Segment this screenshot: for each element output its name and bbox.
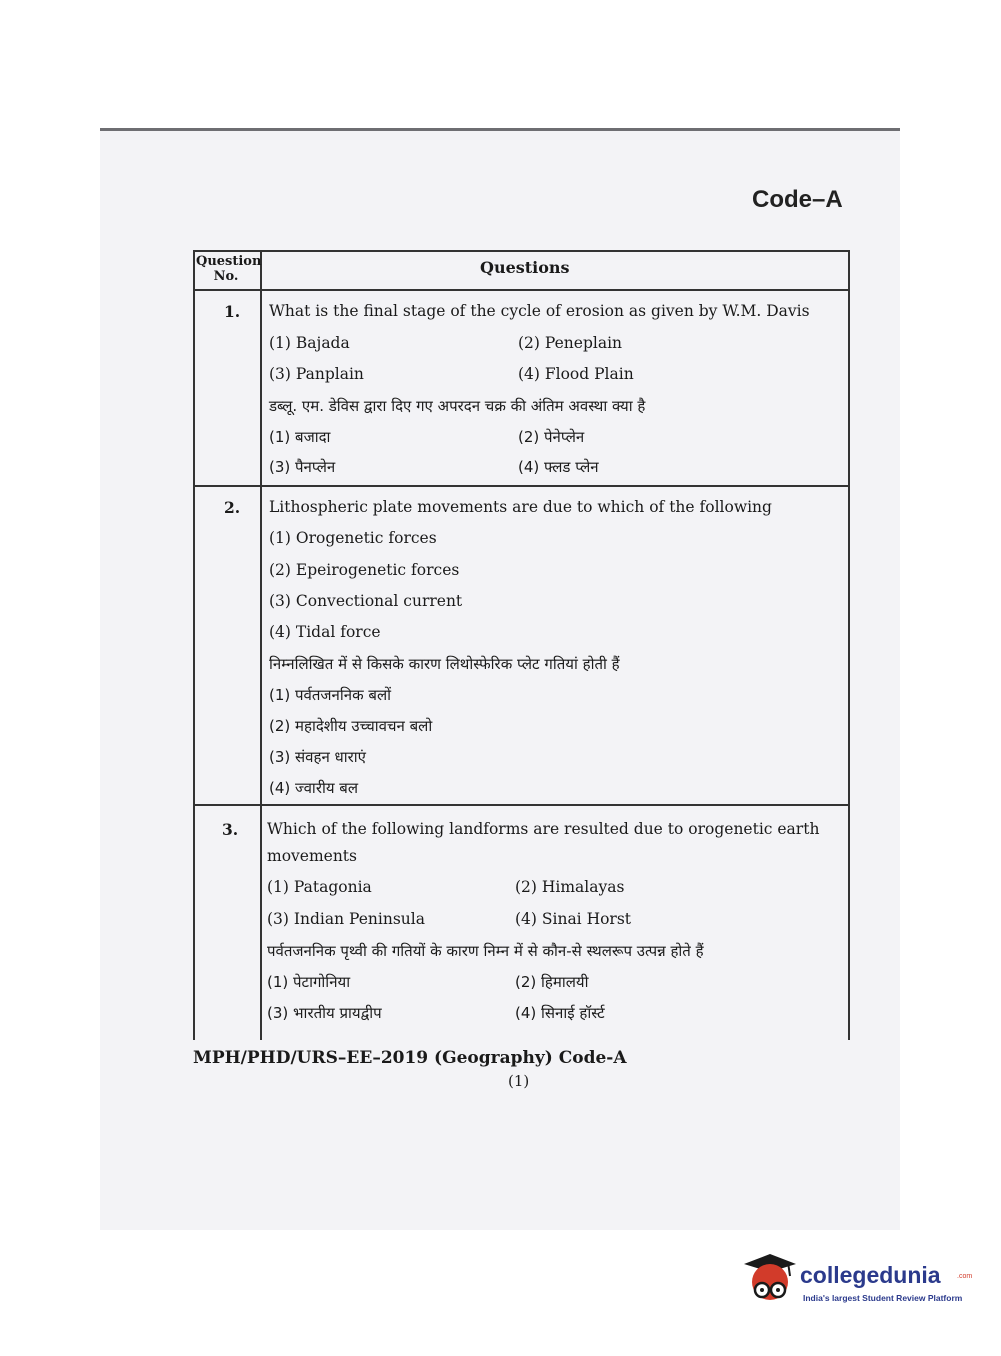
paper-code: Code–A	[752, 186, 843, 213]
option-hi: (3) संवहन धाराएं	[269, 748, 366, 766]
option-hi: (4) ज्वारीय बल	[269, 779, 359, 797]
option-hi: (4) फ्लड प्लेन	[518, 458, 599, 476]
brand-tagline: India's largest Student Review Platform	[803, 1293, 963, 1303]
option-hi: (2) महादेशीय उच्चावचन बलो	[269, 717, 433, 735]
option: (4) Sinai Horst	[515, 910, 632, 928]
option: (3) Panplain	[269, 365, 364, 383]
question-text-en: Lithospheric plate movements are due to which of the following	[269, 498, 772, 516]
option-hi: (1) पेटागोनिया	[267, 973, 351, 991]
option: (2) Peneplain	[518, 334, 623, 352]
question-text-en-cont: movements	[267, 847, 357, 865]
option: (3) Convectional current	[269, 592, 463, 610]
option: (4) Flood Plain	[518, 365, 634, 383]
option-hi: (1) बजादा	[269, 428, 331, 446]
page-number: (1)	[508, 1072, 530, 1090]
option: (4) Tidal force	[269, 623, 381, 641]
option-hi: (4) सिनाई हॉर्स्ट	[515, 1004, 605, 1022]
option-hi: (2) पेनेप्लेन	[518, 428, 585, 446]
header-divider	[195, 289, 848, 291]
option-hi: (3) भारतीय प्रायद्वीप	[267, 1004, 382, 1022]
option-hi: (1) पर्वतजननिक बलों	[269, 686, 391, 704]
brand-suffix: .com	[957, 1273, 973, 1280]
option: (3) Indian Peninsula	[267, 910, 425, 928]
question-text-hi: निम्नलिखित में से किसके कारण लिथोस्फेरिक प्लेट गतियां होती हैं	[269, 655, 620, 673]
brand-name: collegedunia	[800, 1262, 941, 1288]
question-text-en: Which of the following landforms are resulted due to orogenetic earth	[267, 820, 820, 838]
option: (1) Bajada	[269, 334, 350, 352]
question-text-hi: पर्वतजननिक पृथ्वी की गतियों के कारण निम्न में से कौन-से स्थलरूप उत्पन्न होते हैं	[267, 942, 704, 960]
option-hi: (3) पैनप्लेन	[269, 458, 336, 476]
option: (2) Himalayas	[515, 878, 625, 896]
exam-code-footer: MPH/PHD/URS–EE–2019 (Geography) Code-A	[193, 1048, 627, 1068]
header-questions: Questions	[480, 258, 570, 277]
question-text-hi: डब्लू. एम. डेविस द्वारा दिए गए अपरदन चक्र की अंतिम अवस्था क्या है	[269, 397, 646, 415]
option: (2) Epeirogenetic forces	[269, 561, 460, 579]
row-divider	[195, 485, 848, 487]
option: (1) Patagonia	[267, 878, 372, 896]
question-number: 1.	[224, 302, 241, 321]
question-number: 2.	[224, 498, 241, 517]
option-hi: (2) हिमालयी	[515, 973, 589, 991]
header-question-no: Question No.	[196, 254, 262, 284]
option: (1) Orogenetic forces	[269, 529, 437, 547]
question-number: 3.	[222, 820, 239, 839]
column-divider	[260, 252, 262, 804]
column-divider	[260, 806, 262, 1040]
question-text-en: What is the final stage of the cycle of erosion as given by W.M. Davis	[269, 302, 810, 320]
